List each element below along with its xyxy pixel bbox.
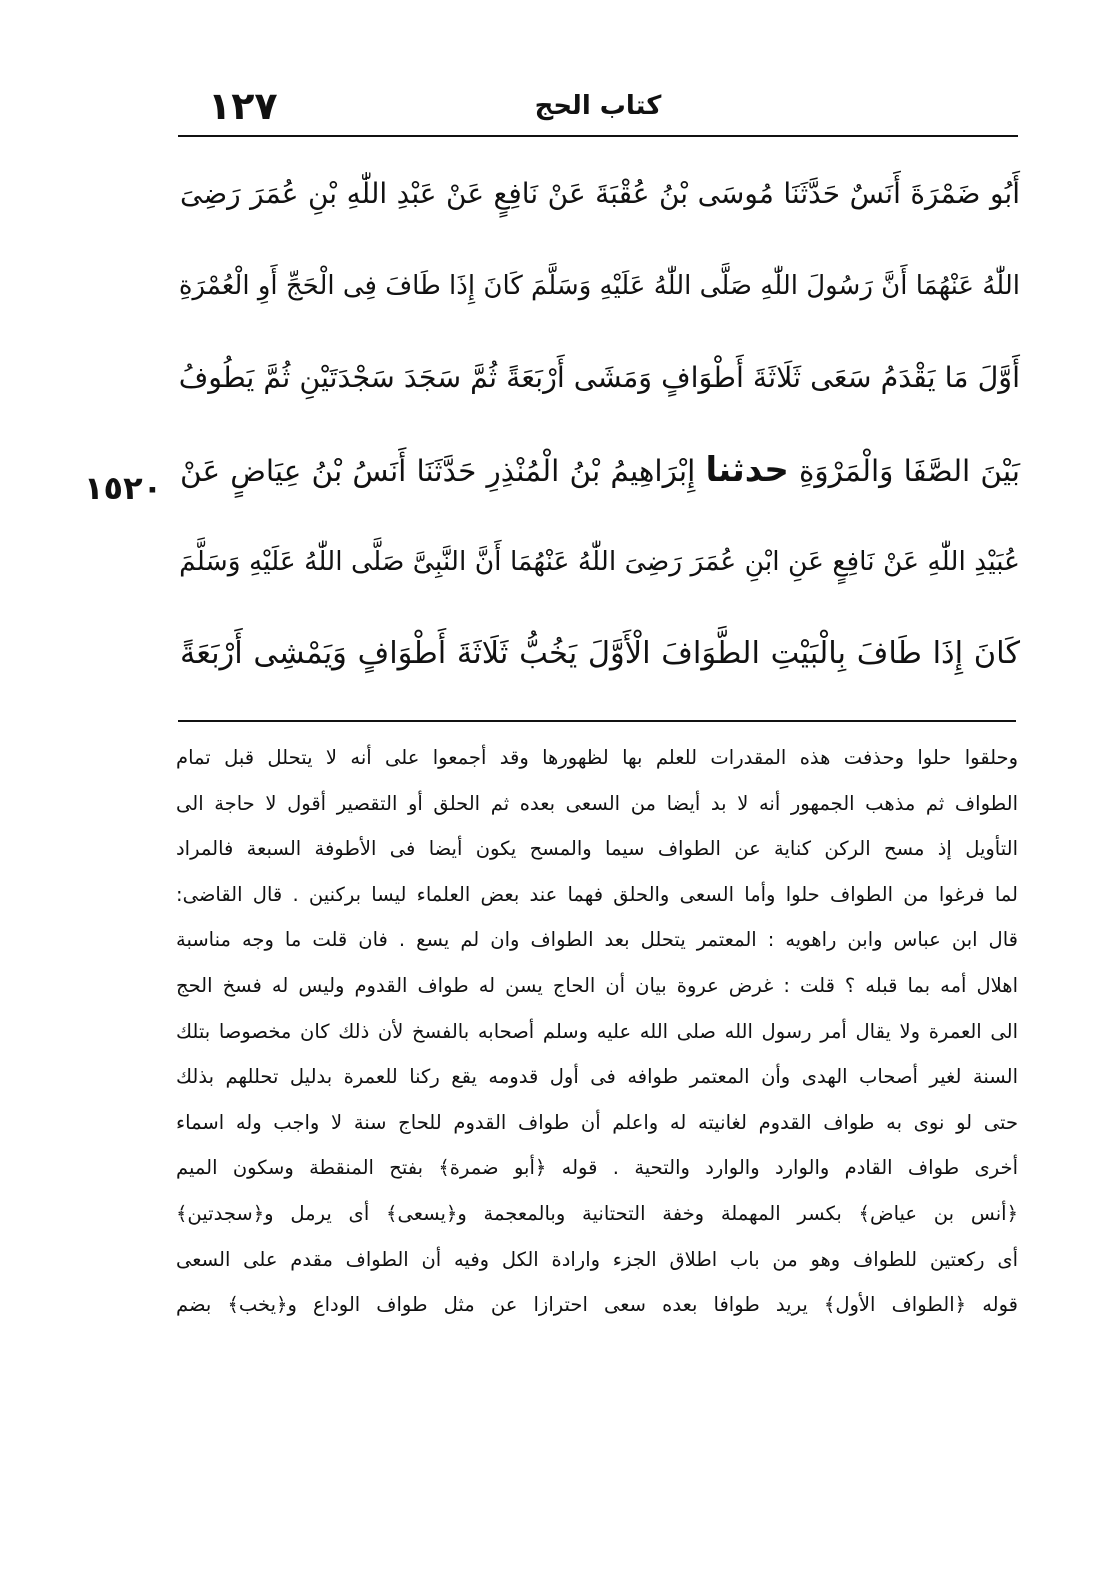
commentary-line: حتى لو نوى به طواف القدوم لغانيته له واعلم أن طواف القدوم للحاج سنة لا واجب وله اسماء (176, 1110, 1018, 1134)
hadith-text (180, 148, 1020, 700)
commentary-line: أخرى طواف القادم والوارد والوارد والتحية . قوله ﴿أبو ضمرة﴾ بفتح المنقطة وسكون الميم (176, 1156, 1018, 1180)
hadith-line: اللّٰهُ عَنْهُمَا أَنَّ رَسُولَ اللّٰهِ صَلَّى اللّٰهُ عَلَيْهِ وَسَلَّمَ كَانَ إِذَا طَافَ فِى الْحَجِّ أَوِ الْعُمْرَةِ (178, 271, 1020, 301)
commentary-text (176, 735, 1018, 1328)
commentary-line: الطواف ثم مذهب الجمهور أنه لا بد أيضا من السعى بعده ثم الحلق أو التقصير أقول لا حاجة الى (176, 791, 1018, 815)
hadith-line: كَانَ إِذَا طَافَ بِالْبَيْتِ الطَّوَافَ الْأَوَّلَ يَخُبُّ ثَلَاثَةَ أَطْوَافٍ وَيَمْشِى أَرْبَعَةً (180, 636, 1020, 671)
commentary-line: لما فرغوا من الطواف حلوا وأما السعى والحلق فهما عند بعض العلماء ليسا بركنين . قال القاضى: (176, 882, 1018, 906)
commentary-line: السنة لغير أصحاب الهدى وأن المعتمر طوافه فى أول قدومه يقع ركنا للعمرة بدليل تحللهم بذلك (176, 1065, 1018, 1089)
commentary-line: ﴿أنس بن عياض﴾ بكسر المهملة وخفة التحتانية وبالمعجمة و﴿يسعى﴾ أى يرمل و﴿سجدتين﴾ (176, 1201, 1018, 1225)
commentary-line: الى العمرة ولا يقال أمر رسول الله صلى الله عليه وسلم أصحابه بالفسخ لأن ذلك كان مخصوصا بتلك (176, 1019, 1018, 1043)
commentary-line: أى ركعتين للطواف وهو من باب اطلاق الجزء وارادة الكل وفيه أن الطواف مقدم على السعى (176, 1247, 1018, 1271)
hadith-line: أَبُو ضَمْرَةَ أَنَسٌ حَدَّثَنَا مُوسَى بْنُ عُقْبَةَ عَنْ نَافِعٍ عَنْ عَبْدِ اللّٰهِ بْنِ عُمَرَ رَضِىَ (180, 177, 1020, 210)
hadith-line-with-heading (180, 424, 1020, 516)
commentary-divider (178, 720, 1016, 722)
commentary-line: وحلقوا حلوا وحذفت هذه المقدرات للعلم بها لظهورها وقد أجمعوا على أنه لا يتحلل قبل تمام (176, 746, 1018, 769)
chapter-title: كتاب الحج (534, 91, 662, 121)
hadith-line: عُبَيْدِ اللّٰهِ عَنْ نَافِعٍ عَنِ ابْنِ عُمَرَ رَضِىَ اللّٰهُ عَنْهُمَا أَنَّ النَّبِىَّ صَلَّى اللّٰهُ عَلَيْهِ وَسَلَّمَ (179, 546, 1020, 577)
commentary-line: قال ابن عباس وابن راهويه : المعتمر يتحلل بعد الطواف وان لم يسع . فان قلت ما وجه مناسبة (176, 928, 1018, 952)
header-divider (178, 135, 1018, 137)
commentary-line: قوله ﴿الطواف الأول﴾ يريد طوافا بعده سعى احترازا عن مثل طواف الوداع و﴿يخب﴾ بضم (176, 1293, 1018, 1317)
hadith-number: ١٥٢٠ (84, 469, 163, 507)
hadith-line-segment: إِبْرَاهِيمُ بْنُ الْمُنْذِرِ حَدَّثَنَا أَنَسُ بْنُ عِيَاضٍ عَنْ (180, 454, 696, 488)
commentary-line: التأويل إذ مسح الركن كناية عن الطواف سيما والمسح يكون أيضا فى الأطوفة السبعة فالمراد (176, 837, 1018, 861)
haddathana-heading: حدثنا (705, 450, 789, 489)
page-header (178, 82, 1018, 132)
hadith-line-segment: بَيْنَ الصَّفَا وَالْمَرْوَةِ (798, 454, 1020, 488)
commentary-line: اهلال أمه بما قبله ؟ قلت : غرض عروة بيان أن الحاج يسن له طواف القدوم وليس له فسخ الحج (176, 973, 1018, 997)
hadith-line: أَوَّلَ مَا يَقْدَمُ سَعَى ثَلَاثَةَ أَطْوَافٍ وَمَشَى أَرْبَعَةً ثُمَّ سَجَدَ سَجْدَتَيْنِ ثُمَّ يَطُوفُ (178, 361, 1020, 394)
page-number: ١٢٧ (208, 84, 278, 128)
